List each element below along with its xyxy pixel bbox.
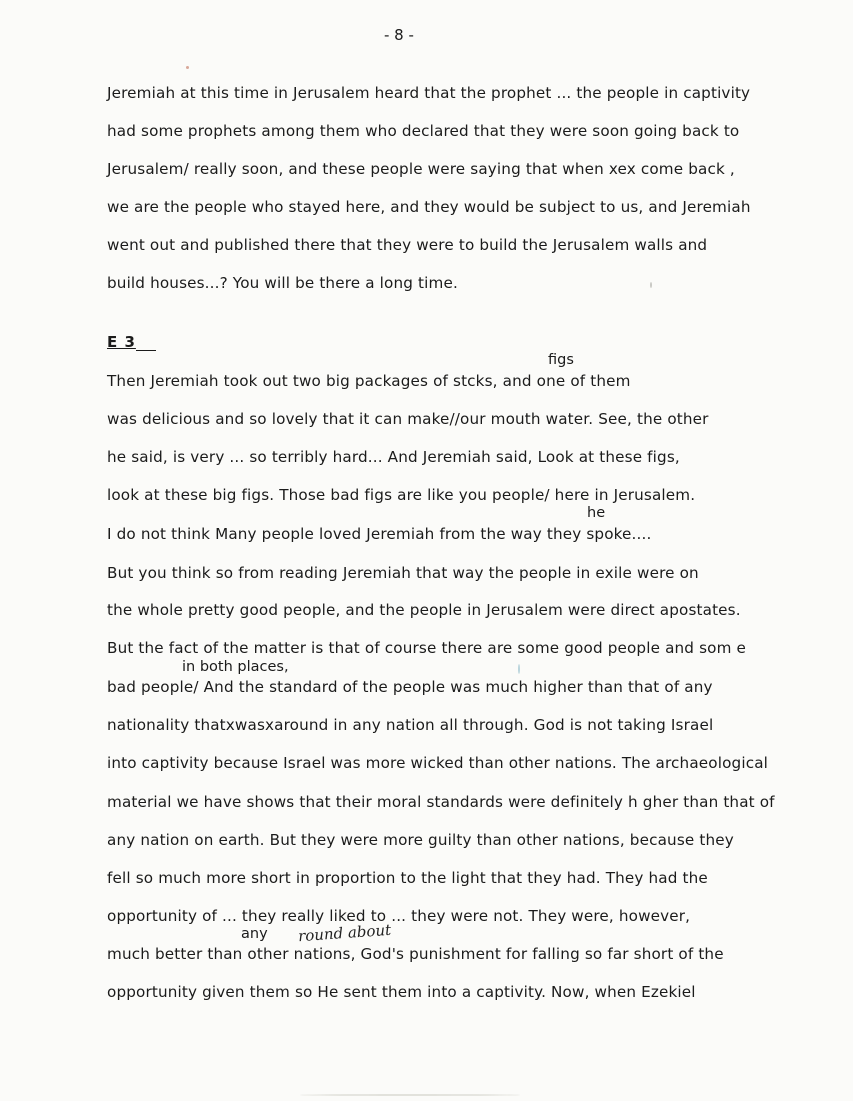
scan-speck	[300, 1094, 520, 1096]
text-line: I do not think Many people loved Jeremiah from the way they spoke....	[107, 525, 652, 543]
text-line: fell so much more short in proportion to the light that they had. They had the	[107, 869, 708, 887]
text-line: we are the people who stayed here, and they would be subject to us, and Jeremiah	[107, 198, 751, 216]
text-line: Then Jeremiah took out two big packages of stcks, and one of them	[107, 372, 631, 390]
text-line: But you think so from reading Jeremiah that way the people in exile were on	[107, 564, 699, 582]
page-number: - 8 -	[384, 26, 414, 44]
text-line: Jeremiah at this time in Jerusalem heard that the prophet ... the people in captivity	[107, 84, 751, 102]
text-line: was delicious and so lovely that it can make//our mouth water. See, the other	[107, 410, 709, 428]
handwritten-annotation: round about	[297, 920, 392, 946]
scan-speck	[518, 664, 520, 674]
text-line: build houses...? You will be there a long time.	[107, 274, 458, 292]
text-line: had some prophets among them who declared that they were soon going back to	[107, 122, 740, 140]
insert-figs: figs	[548, 352, 574, 368]
text-line: Jerusalem/ really soon, and these people were saying that when xex come back ,	[107, 160, 735, 178]
text-line: look at these big figs. Those bad figs are like you people/ here in Jerusalem.	[107, 486, 696, 504]
text-line: the whole pretty good people, and the people in Jerusalem were direct apostates.	[107, 601, 741, 619]
text-line: opportunity given them so He sent them into a captivity. Now, when Ezekiel	[107, 983, 696, 1001]
insert-any: any	[241, 926, 268, 942]
text-line: nationality thatxwasxaround in any nation all through. God is not taking Israel	[107, 716, 714, 734]
scan-speck	[186, 66, 189, 69]
section-heading: E 3	[107, 333, 156, 351]
text-line: opportunity of ... they really liked to ... they were not. They were, however,	[107, 907, 691, 925]
text-line: But the fact of the matter is that of course there are some good people and som e	[107, 639, 746, 657]
text-line: any nation on earth. But they were more guilty than other nations, because they	[107, 831, 734, 849]
insert-he: he	[587, 505, 606, 521]
text-line: bad people/ And the standard of the people was much higher than that of any	[107, 678, 713, 696]
text-line: into captivity because Israel was more wicked than other nations. The archaeological	[107, 754, 769, 772]
text-line: material we have shows that their moral standards were definitely h gher than that of	[107, 793, 775, 811]
text-line: went out and published there that they were to build the Jerusalem walls and	[107, 236, 708, 254]
text-line: much better than other nations, God's punishment for falling so far short of the	[107, 945, 724, 963]
text-line: he said, is very ... so terribly hard... And Jeremiah said, Look at these figs,	[107, 448, 680, 466]
insert-in-both-places: in both places,	[182, 659, 289, 675]
scan-speck	[650, 282, 652, 288]
